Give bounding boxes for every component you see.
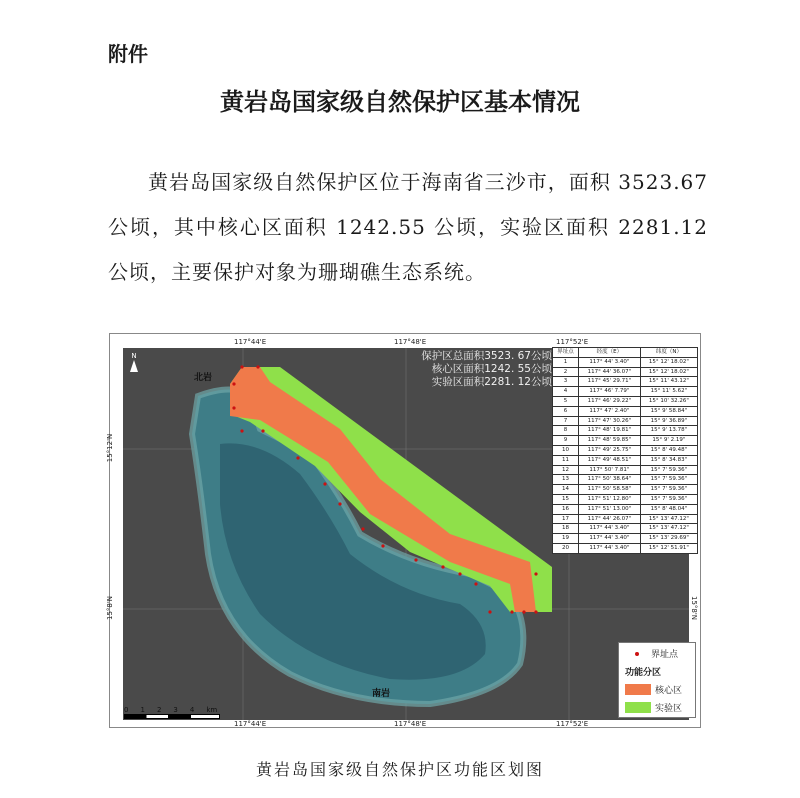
core-zone-swatch (625, 684, 651, 695)
table-cell: 15° 8' 48.04" (640, 504, 697, 514)
table-row (553, 445, 698, 455)
coord-bottom-3: 117°52'E (556, 720, 589, 728)
table-cell: 117° 50' 7.81" (578, 465, 640, 475)
table-cell: 117° 49' 25.75" (578, 445, 640, 455)
boundary-point-table (552, 347, 698, 554)
table-cell: 11 (553, 455, 579, 465)
legend-exp-label: 实验区 (655, 704, 683, 714)
table-cell: 8 (553, 426, 579, 436)
table-cell: 15° 11' 43.12" (640, 377, 697, 387)
table-cell: 2 (553, 367, 579, 377)
table-cell: 117° 44' 3.40" (578, 357, 640, 367)
table-cell: 4 (553, 387, 579, 397)
table-cell: 117° 44' 3.40" (578, 543, 640, 553)
table-row (553, 367, 698, 377)
table-cell: 15° 7' 59.36" (640, 465, 697, 475)
table-cell: 3 (553, 377, 579, 387)
table-cell: 15° 11' 5.62" (640, 387, 697, 397)
table-cell: 117° 49' 48.51" (578, 455, 640, 465)
table-cell: 15° 13' 47.12" (640, 524, 697, 534)
table-cell: 15° 12' 51.91" (640, 543, 697, 553)
table-row (553, 406, 698, 416)
table-row (553, 436, 698, 446)
map-caption: 黄岩岛国家级自然保护区功能区划图 (255, 760, 544, 779)
table-cell: 117° 47' 2.40" (578, 406, 640, 416)
table-cell: 15° 12' 18.02" (640, 367, 697, 377)
south-reef-label: 南岩 (372, 689, 391, 699)
boundary-point-icon (635, 652, 639, 656)
table-row (553, 494, 698, 504)
attachment-label: 附件 (108, 42, 148, 66)
table-cell: 117° 48' 19.81" (578, 426, 640, 436)
table-row (553, 426, 698, 436)
coord-top-3: 117°52'E (556, 338, 589, 346)
table-cell: 15° 9' 36.89" (640, 416, 697, 426)
coord-top-1: 117°44'E (234, 338, 267, 346)
table-row (553, 387, 698, 397)
table-row (553, 455, 698, 465)
document-title: 黄岩岛国家级自然保护区基本情况 (220, 87, 580, 116)
table-cell: 7 (553, 416, 579, 426)
table-cell: 117° 44' 36.07" (578, 367, 640, 377)
scale-tick: 4 (189, 706, 195, 714)
table-cell: 117° 44' 26.07" (578, 514, 640, 524)
compass-label: N (131, 352, 137, 360)
table-cell: 117° 44' 3.40" (578, 524, 640, 534)
coord-bottom-2: 117°48'E (394, 720, 427, 728)
table-row (553, 475, 698, 485)
table-cell: 117° 45' 29.71" (578, 377, 640, 387)
scale-unit: km (206, 706, 218, 714)
scale-tick: 3 (173, 706, 178, 714)
table-cell: 117° 46' 7.79" (578, 387, 640, 397)
coord-left-2: 15°8'N (106, 595, 115, 621)
map-legend (618, 642, 696, 718)
table-cell: 15° 12' 18.02" (640, 357, 697, 367)
table-header: 纬度（N） (640, 348, 697, 358)
table-cell: 15° 8' 34.83" (640, 455, 697, 465)
table-cell: 15° 9' 2.19" (640, 436, 697, 446)
scale-tick: 2 (156, 706, 162, 714)
coord-bottom-1: 117°44'E (234, 720, 267, 728)
table-cell: 15° 9' 13.78" (640, 426, 697, 436)
table-row (553, 416, 698, 426)
table-row (553, 485, 698, 495)
table-cell: 5 (553, 396, 579, 406)
table-cell: 15° 9' 58.84" (640, 406, 697, 416)
coord-left-1: 15°12'N (106, 433, 115, 463)
total-area-line: 保护区总面积3523. 67公顷 (421, 350, 552, 362)
table-cell: 117° 47' 30.26" (578, 416, 640, 426)
exp-area-line: 实验区面积2281. 12公顷 (431, 376, 552, 388)
table-row (553, 514, 698, 524)
table-cell: 117° 51' 12.80" (578, 494, 640, 504)
coord-right-2: 15°8'N (690, 595, 699, 621)
table-row (553, 396, 698, 406)
table-cell: 19 (553, 534, 579, 544)
legend-core-label: 核心区 (655, 686, 683, 696)
north-arrow-icon (128, 352, 140, 374)
table-cell: 15° 13' 29.69" (640, 534, 697, 544)
table-cell: 6 (553, 406, 579, 416)
table-header: 经度（E） (578, 348, 640, 358)
table-cell: 117° 50' 58.58" (578, 485, 640, 495)
table-row (553, 504, 698, 514)
table-cell: 10 (553, 445, 579, 455)
scale-tick: 1 (140, 706, 145, 714)
table-cell: 1 (553, 357, 579, 367)
coord-top-2: 117°48'E (394, 338, 427, 346)
table-row (553, 377, 698, 387)
core-area-line: 核心区面积1242. 55公顷 (431, 363, 552, 375)
scale-tick: 0 (124, 706, 129, 714)
table-row (553, 465, 698, 475)
table-cell: 12 (553, 465, 579, 475)
table-cell: 15 (553, 494, 579, 504)
table-cell: 117° 50' 38.64" (578, 475, 640, 485)
table-cell: 9 (553, 436, 579, 446)
table-cell: 13 (553, 475, 579, 485)
table-cell: 16 (553, 504, 579, 514)
table-cell: 117° 46' 29.22" (578, 396, 640, 406)
table-cell: 18 (553, 524, 579, 534)
table-cell: 15° 7' 59.36" (640, 494, 697, 504)
table-cell: 17 (553, 514, 579, 524)
scale-bar (124, 706, 220, 719)
table-cell: 15° 10' 32.26" (640, 396, 697, 406)
table-cell: 15° 7' 59.36" (640, 475, 697, 485)
table-cell: 15° 13' 47.12" (640, 514, 697, 524)
table-cell: 15° 8' 49.48" (640, 445, 697, 455)
table-row (553, 524, 698, 534)
table-cell: 15° 7' 59.36" (640, 485, 697, 495)
table-row (553, 534, 698, 544)
table-cell: 117° 48' 59.85" (578, 436, 640, 446)
body-paragraph: 黄岩岛国家级自然保护区位于海南省三沙市，面积 3523.67 公顷，其中核心区面积 1242.55 公顷，实验区面积 2281.12 公顷，主要保护对象为珊瑚礁生态系统。 (108, 170, 708, 284)
table-header: 界址点 (553, 348, 579, 358)
north-reef-label: 北岩 (194, 373, 213, 383)
table-cell: 117° 44' 3.40" (578, 534, 640, 544)
table-cell: 117° 51' 13.00" (578, 504, 640, 514)
table-row (553, 357, 698, 367)
table-cell: 14 (553, 485, 579, 495)
exp-zone-swatch (625, 702, 651, 713)
table-row (553, 543, 698, 553)
zoning-map (106, 333, 701, 728)
legend-zone-title: 功能分区 (625, 668, 662, 678)
table-cell: 20 (553, 543, 579, 553)
area-summary (376, 350, 552, 389)
legend-point-label: 界址点 (651, 650, 679, 660)
